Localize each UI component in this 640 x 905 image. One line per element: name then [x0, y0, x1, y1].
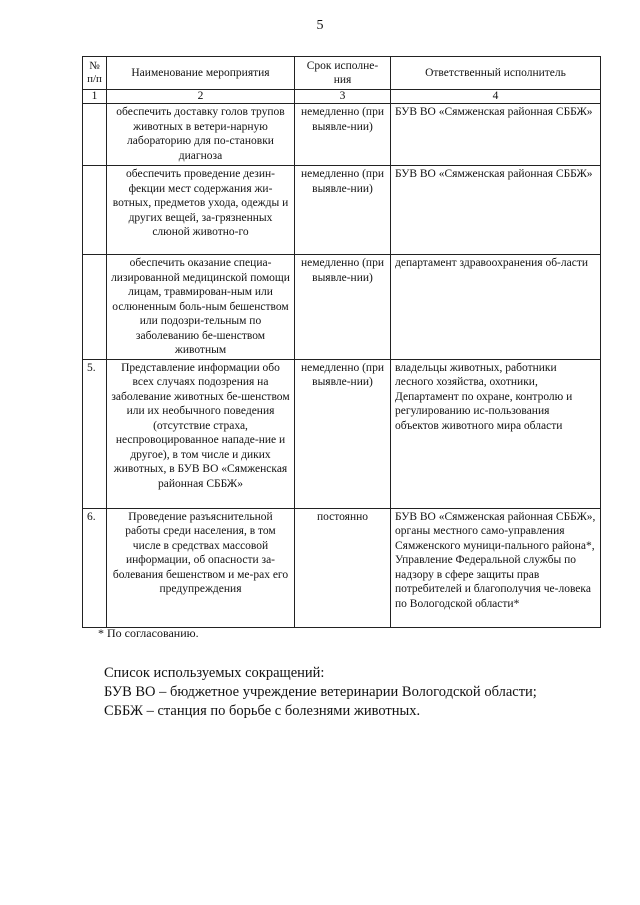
measure-term: немедленно (при выявле-нии)	[295, 166, 391, 255]
measures-table	[82, 56, 601, 628]
abbreviations-list	[104, 664, 584, 721]
column-index: 3	[295, 90, 391, 104]
measure-name: Представление информации обо всех случаях подозрения на заболевание животных бе-шенством или их необычного поведения (отсутствие страха, неспровоцированное нападе-ние и другое), в том числе и диких животных, в БУВ ВО «Сямженская районная СББЖ»	[107, 359, 295, 508]
header-num: № п/п	[83, 57, 107, 90]
measure-term: немедленно (при выявле-нии)	[295, 359, 391, 508]
footnote: * По согласованию.	[98, 626, 199, 640]
row-number	[83, 104, 107, 166]
measure-name: обеспечить доставку голов трупов животных в ветери-нарную лабораторию для по-становки диагноза	[107, 104, 295, 166]
measure-term: постоянно	[295, 508, 391, 627]
table-row	[83, 166, 601, 255]
measure-responsible: БУВ ВО «Сямженская районная СББЖ»	[391, 166, 601, 255]
measure-name: Проведение разъяснительной работы среди населения, в том числе в средствах массовой информации, об опасности за-болевания бешенством и ме-рах его предупреждения	[107, 508, 295, 627]
table-row	[83, 255, 601, 360]
row-number	[83, 255, 107, 360]
row-number	[83, 166, 107, 255]
measure-responsible: департамент здравоохранения об-ласти	[391, 255, 601, 360]
header-term: Срок исполне-ния	[295, 57, 391, 90]
measure-term: немедленно (при выявле-нии)	[295, 255, 391, 360]
measure-responsible: БУВ ВО «Сямженская районная СББЖ»	[391, 104, 601, 166]
table-row	[83, 104, 601, 166]
column-index: 2	[107, 90, 295, 104]
table-row	[83, 508, 601, 627]
column-index: 4	[391, 90, 601, 104]
header-responsible: Ответственный исполнитель	[391, 57, 601, 90]
table-header-row	[83, 57, 601, 90]
table-row	[83, 359, 601, 508]
abbreviation-item: БУВ ВО – бюджетное учреждение ветеринарии Вологодской области;	[104, 684, 537, 700]
row-number: 5.	[83, 359, 107, 508]
measure-name: обеспечить оказание специа-лизированной медицинской помощи лицам, травмирован-ным или ослюненным боль-ным бешенством или подозри-тельным по заболеванию бе-шенством животным	[107, 255, 295, 360]
page-number: 5	[316, 18, 324, 33]
header-name: Наименование мероприятия	[107, 57, 295, 90]
measure-responsible: владельцы животных, работники лесного хозяйства, охотники, Департамент по охране, контролю и регулированию ис-пользования объектов животного мира области	[391, 359, 601, 508]
column-index-row	[83, 90, 601, 104]
measure-name: обеспечить проведение дезин-фекции мест содержания жи-вотных, предметов ухода, одежды и других вещей, за-грязненных слюной животно-го	[107, 166, 295, 255]
measure-term: немедленно (при выявле-нии)	[295, 104, 391, 166]
measure-responsible: БУВ ВО «Сямженская районная СББЖ», органы местного само-управления Сямженского муници-пального района*, Управление Федеральной службы по надзору в сфере защиты прав потребителей и благополучия че-ловека по Вологодской области*	[391, 508, 601, 627]
row-number: 6.	[83, 508, 107, 627]
abbreviation-item: СББЖ – станция по борьбе с болезнями животных.	[104, 703, 421, 719]
column-index: 1	[83, 90, 107, 104]
abbreviations-title: Список используемых сокращений:	[104, 665, 325, 681]
